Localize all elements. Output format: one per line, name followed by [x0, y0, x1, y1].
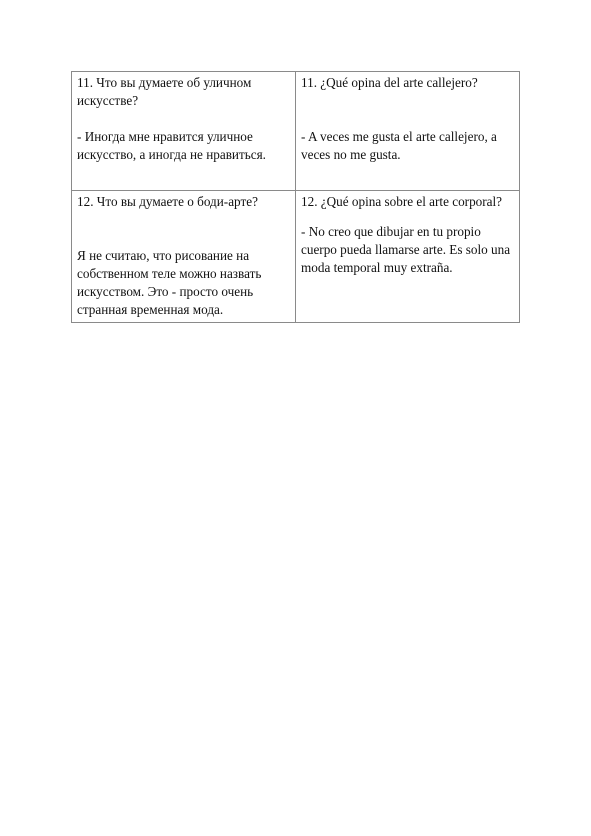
question-text: 12. Что вы думаете о боди-арте?: [77, 194, 258, 209]
russian-cell: [72, 191, 296, 323]
answer-text: Я не считаю, что рисование на собственном теле можно назвать искусством. Это - просто очень странная временная мода.: [77, 248, 262, 317]
russian-cell: [72, 72, 296, 191]
answer-text: - No creo que dibujar en tu propio cuerpo pueda llamarse arte. Es solo una moda temporal muy extraña.: [301, 224, 511, 275]
question-text: 12. ¿Qué opina sobre el arte corporal?: [301, 194, 503, 209]
spanish-cell: [296, 72, 520, 191]
question-text: 11. ¿Qué opina del arte callejero?: [301, 75, 478, 90]
table-row: [72, 72, 520, 191]
question-text: 11. Что вы думаете об уличном искусстве?: [77, 75, 252, 108]
table-row: [72, 191, 520, 323]
answer-text: - Иногда мне нравится уличное искусство, а иногда не нравиться.: [77, 129, 266, 162]
bilingual-qa-table: [71, 71, 520, 323]
answer-text: - A veces me gusta el arte callejero, a veces no me gusta.: [301, 129, 497, 162]
spanish-cell: [296, 191, 520, 323]
